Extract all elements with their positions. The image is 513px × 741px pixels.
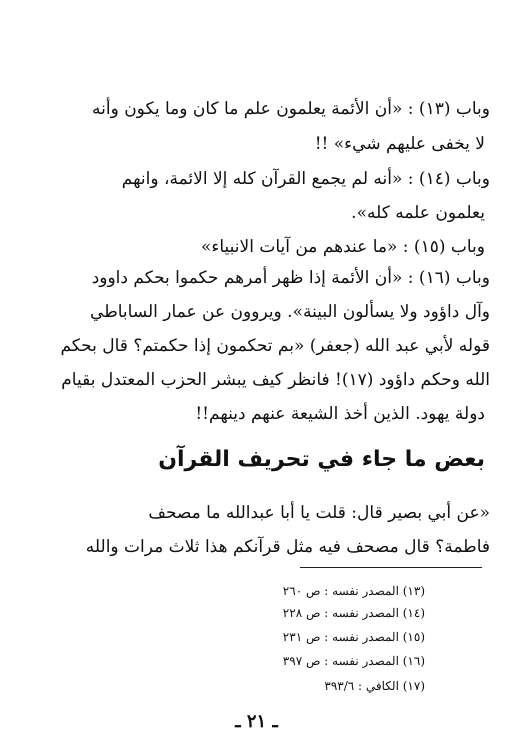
footnote: (١٣) المصدر نفسه : ص ٢٦٠ [282, 584, 425, 598]
body-line: وباب (١٤) : «أنه لم يجمع القرآن كله إلا الائمة، وانهم [121, 169, 490, 189]
body-line: وباب (١٣) : «أن الأئمة يعلمون علم ما كان وما يكون وأنه [92, 99, 490, 119]
footnote-divider [300, 567, 482, 568]
body-line: دولة يهود. الذين أخذ الشيعة عنهم دينهم!! [195, 404, 485, 424]
section-line: فاطمة؟ قال مصحف فيه مثل قرآنكم هذا ثلاث مرات والله [85, 537, 490, 557]
body-line: قوله لأبي عبد الله (جعفر) «بم تحكمون إذا حكمتم؟ قال بحكم [60, 336, 490, 356]
page-number: ـ ٢١ ـ [235, 711, 278, 732]
body-line: وآل داؤود ولا يسألون البينة». ويروون عن عمار الساباطي [90, 302, 490, 322]
body-line: يعلمون علمه كله». [351, 203, 485, 223]
section-line: «عن أبي بصير قال: قلت يا أبا عبدالله ما مصحف [148, 503, 490, 523]
footnote: (١٦) المصدر نفسه : ص ٣٩٧ [282, 654, 425, 668]
body-line: لا يخفى عليهم شيء» !! [314, 134, 485, 154]
body-line: الله وحكم داؤود (١٧)! فانظر كيف يبشر الحزب المعتدل بقيام [61, 370, 490, 390]
body-line: وباب (١٦) : «أن الأئمة إذا ظهر أمرهم حكموا بحكم داوود [91, 268, 490, 288]
footnote: (١٥) المصدر نفسه : ص ٢٣١ [282, 630, 425, 644]
section-heading: بعض ما جاء في تحريف القرآن [158, 447, 485, 472]
footnote: (١٧) الكافي : ٣٩٣/٦ [324, 679, 425, 693]
footnote: (١٤) المصدر نفسه : ص ٢٢٨ [282, 606, 425, 620]
body-line: وباب (١٥) : «ما عندهم من آيات الانبياء» [200, 237, 485, 257]
